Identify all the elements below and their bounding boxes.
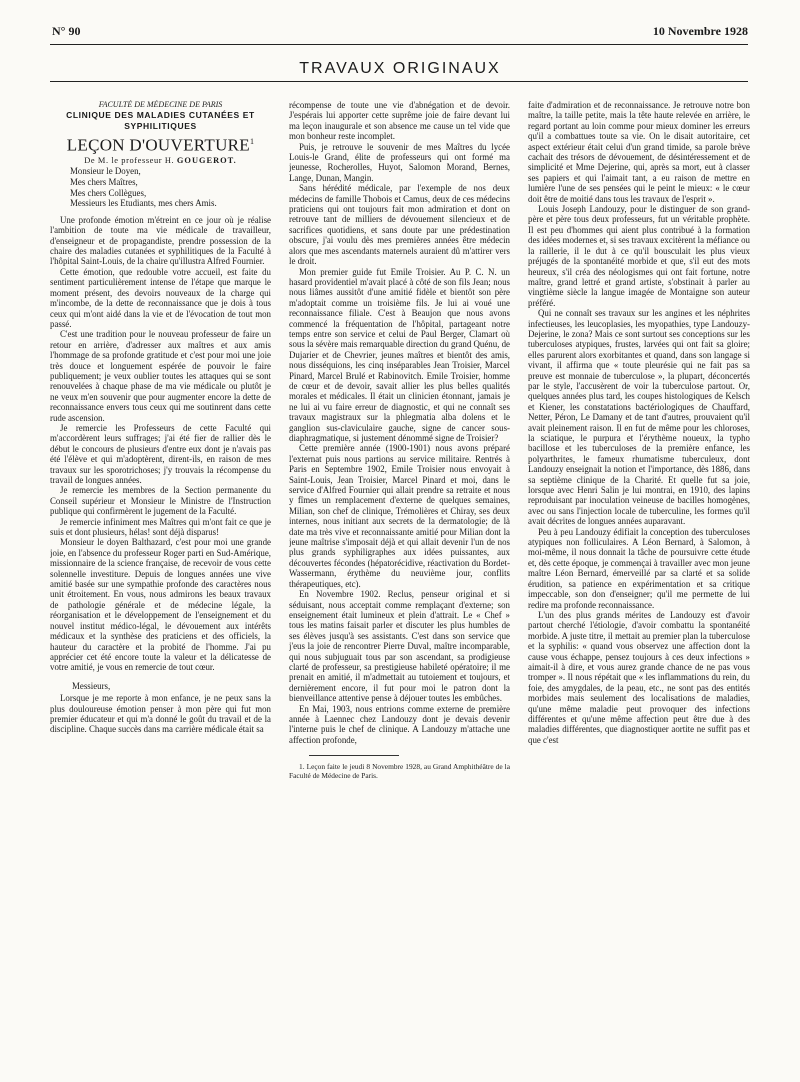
salutation-line: Mes chers Maîtres,: [70, 177, 138, 188]
footnote: 1. Leçon faite le jeudi 8 Novembre 1928, au Grand Amphithéâtre de la Faculté de Médecine de Paris.: [289, 762, 510, 781]
byline: [50, 156, 271, 166]
address-messieurs: Messieurs,: [72, 680, 111, 691]
paragraph: Puis, je retrouve le souvenir de mes Maîtres du lycée Louis-le Grand, élite de professeurs qui ont formé ma jeunesse, Rocherolles, Huyot, Salomon Morand, Bernes, Lange, Dunan, Mangin.: [289, 141, 510, 183]
paragraph: Louis Joseph Landouzy, pour le distinguer de son grand-père et père tous deux professeurs, fut un véritable prophète. Il est peu d'hommes qui aient plus contribué à la formation des idées modernes et, si ses travaux excitèrent la méfiance ou la raillerie, il le dut à ce qu'il bousculait les plus vieux préjugés de la spontanéité morbide et que, s'il eut des mots heureux, s'il créa des néologismes qui ont fait fortune, notre maître, grand lettré et grand artiste, s'obstinait à parler au vingtième siècle la langue imagée de Montaigne son auteur préféré.: [528, 204, 750, 308]
issue-date: 10 Novembre 1928: [652, 24, 748, 38]
paragraph: Sans hérédité médicale, par l'exemple de nos deux médecins de famille Thobois et Camus, deux de ces médecins praticiens qui ont toujours fait mon admiration et dont on retrouve tant de milliers de dévouement silencieux et de sacrifices quotidiens, et sans doute par une prédestination obscure, j'ai voulu dès mes premières années être médecin alors que mes ascendants maternels auraient dû m'attirer vers le droit.: [289, 183, 510, 267]
article-title: [50, 132, 271, 156]
paragraph: C'est une tradition pour le nouveau professeur de faire un retour en arrière, d'adresser aux maîtres et aux amis l'hommage de sa profonde gratitude et c'est pour moi une joie très douce et longuement espérée de pouvoir le faire publiquement; je veux oublier toutes les attaques qui se sont renouvelées à chaque phase de ma vie médicale ou plutôt je ne veux m'en souvenir que pour augmenter encore la dette de reconnaissance envers tous ceux qui me soutinrent dans cette rude ascension.: [50, 329, 271, 423]
column-2: [289, 100, 510, 1038]
paragraph: En Novembre 1902. Reclus, penseur original et si séduisant, nous acceptait comme remplaçant d'externe; son enseignement était lumineux et plein d'attrait. Le « Chef » tous les matins faisait parler et discuter les plus humbles de ses élèves jusqu'à ses assistants. C'est dans son service que j'eus la joie de rencontrer Pierre Duval, maître incomparable, qui nous subjuguait tous par son ascendant, sa prodigieuse clarté de professeur, sa prestigieuse habileté opératoire; il me prenait en amitié, il m'admettait au tutoiement et toujours, et dernièrement encore, il fut pour moi le patron dont la bienveillance attentive pense à déjouer toutes les embûches.: [289, 589, 510, 704]
paragraph: Peu à peu Landouzy édifiait la conception des tuberculoses atypiques non folliculaires. A Léon Bernard, à Salomon, à moi-même, il nous donnait la tâche de poursuivre cette étude et, dès cette époque, je commençai à travailler avec mon jeune maître Léon Bernard, émerveillé par sa clarté et sa solide érudition, sa patience en expérimentation et sa critique impeccable, son don d'enseigner; qu'il me permette de lui redire ma profonde reconnaissance.: [528, 526, 750, 610]
paragraph: L'un des plus grands mérites de Landouzy est d'avoir partout cherché l'étiologie, d'avoir combattu la spontanéité morbide. A juste titre, il mettait au premier plan la tuberculose et la syphilis: « quand vous observez une affection dont la cause vous échappe, pensez toujours à ces deux infections » aimait-il à dire, et vous aurez grande chance de ne pas vous tromper ». Il nous répétait que « les inflammations du rein, du foie, des amygdales, de la peau, etc., ne sont pas des entités morbides mais seulement des localisations de maladies, qu'une même maladie peut provoquer des infections différentes et qu'une même affection peut être due à des maladies différentes, que diagnostiquer aortite ne suffit pas et que c'est: [528, 609, 750, 745]
salutation: [70, 166, 271, 208]
paragraph: Je remercie les Professeurs de cette Faculté qui m'accordèrent leurs suffrages; j'ai été fier de rallier dès le début le concours de plusieurs d'entre eux dont je n'avais pas été l'élève et qui m'adoptèrent, dirent-ils, en raison de mes travaux sur les sporotrichoses; j'y trouvais la récompense du travail de longues années.: [50, 422, 271, 485]
paragraph-continued: faite d'admiration et de reconnaissance. Je retrouve notre bon maître, la taille petite, mais la tête haute relevée en arrière, le regard portant au loin comme pour mieux dominer les erreurs qu'il a combattues toute sa vie. On le disait autoritaire, cet aspect extérieur était celui d'un grand timide, sa parole brève cachait des trésors de dévouement, de désintéressement et de simplicité et Mme Dejerine, qui, après sa mort, eut à classer ses papiers et qui l'aimait tant, a eu raison de mettre en lumière l'une de ses pensées qui le peint le mieux: « le cœur doit être de moitié dans tous les travaux de l'esprit ».: [528, 100, 750, 204]
column-3: [528, 100, 750, 1038]
author-name: GOUGEROT.: [176, 156, 237, 166]
paragraph: Cette première année (1900-1901) nous avons préparé l'externat puis nous partions au service militaire. Rentrés à Paris en Septembre 1902, Emile Troisier nous envoyait à Saint-Louis, Jean Troisier, Marcel Pinard et moi, dans le service d'Alfred Fournier qui allait prendre sa retraite et nous y fîmes un remplacement d'externe de quelques semaines, Milian, son chef de clinique, Trémolières et Chiray, ses deux internes, nous initiant aux secrets de la dermatologie; de là date ma très vive et reconnaissante amitié pour Milian dont la jeune maîtrise s'imposait déjà et qui allait devenir l'un de nos plus grands syphiligraphes aux idées puissantes, aux découvertes fécondes (hépatorécidive, réactivation du Bordet-Wassermann, érythème du neuvième jour, conflits thérapeutiques, etc).: [289, 443, 510, 589]
salutation-line: Monsieur le Doyen,: [70, 166, 141, 177]
section-title: TRAVAUX ORIGINAUX: [299, 60, 501, 77]
salutation-line: Mes chers Collègues,: [70, 187, 147, 198]
salutation-line: Messieurs les Etudiants, mes chers Amis.: [70, 198, 217, 209]
paragraph: Je remercie les membres de la Section permanente du Conseil supérieur et Monsieur le Ministre de l'Instruction publique qui confirmèrent le jugement de la Faculté.: [50, 485, 271, 517]
paragraph: Une profonde émotion m'étreint en ce jour où je réalise l'ambition de toute ma vie médicale de travailleur, d'enseigneur et de propagandiste, prendre possession de la chaire des maladies cutanées et syphilitiques de la Faculté à l'hôpital Saint-Louis, de la chaire qu'illustra Alfred Fournier.: [50, 214, 271, 267]
column-1: [50, 100, 271, 1038]
paragraph: Mon premier guide fut Emile Troisier. Au P. C. N. un hasard providentiel m'avait placé à côté de son fils Jean; nous nous liâmes aussitôt d'une amitié fidèle et bientôt son père m'adoptait comme un troisième fils. Je lui ai voué une reconnaissance filiale. C'est à Beaujon que nous avons commencé la fréquentation de l'hôpital, partageant notre temps entre son service et celui de Paul Berger, Clamart où sous la sévère mais remarquable direction du grand Quénu, de Dujarier et de Chevrier, jeunes maîtres et bientôt des amis, nous disséquions, les cinq inséparables Jean Troisier, Marcel Pinard, Marcel Brulé et Rabinovitch. Emile Troisier, homme de cœur et de devoir, savait allier les plus belles qualités morales et médicales. Il était un clinicien étonnant, jamais je ne lui ai vu faire erreur de diagnostic, et qui ne connaît ses travaux magistraux sur la phlegmatia alba dolens et le ganglion sus-claviculaire gauche, signe de cancer sous-diaphragmatique, si justement dénommé signe de Troisier?: [289, 266, 510, 443]
paragraph: Je remercie infiniment mes Maîtres qui m'ont fait ce que je suis et dont plusieurs, hélas! sont déjà disparus!: [50, 516, 271, 538]
header-rule: [50, 44, 748, 45]
byline-prefix: De M. le professeur H.: [84, 156, 175, 166]
paragraph: Cette émotion, que redouble votre accueil, est faite du sentiment particulièrement intense de l'étape que marque le moment présent, des devoirs nouveaux de la charge qui m'incombe, de la dette de reconnaissance que je dois à tous ceux qui m'ont aidé dans la vie et de l'évocation de tout mon passé.: [50, 266, 271, 329]
section-rule: [50, 81, 748, 82]
article-title-text: LEÇON D'OUVERTURE: [66, 136, 250, 156]
paragraph: Qui ne connaît ses travaux sur les angines et les néphrites infectieuses, les leucoplasies, les myopathies, type Landouzy-Dejerine, le zona? Mais ce sont surtout ses conceptions sur les tuberculoses atypiques, frustes, larvées qui ont fait sa gloire; elles parurent alors exorbitantes et quand, dans son langage si vivant, il affirma que « toute pleurésie qui ne fait pas sa preuve est monnaie de tuberculose », la plupart, déconcertés par le style, l'accusèrent de voir la tuberculose partout. Or, quelques années plus tard, les coupes histologiques de Kelsch et Kiener, les constatations bactériologiques de Chauffard, Netter, Péron, Le Damany et de tant d'autres, prouvaient qu'il avait pleinement raison. Il en fut de même pour les chloroses, la sciatique, le purpura et l'érythème noueux, la typho bacillose et les tuberculoses de la première enfance, les polyarthrites, le fameux rhumatisme tuberculeux, dont Landouzy enseignait la notion et l'importance, dès 1886, dans sa septième clinique de la Charité. Et quelle fut sa joie, lorsque avec Henri Salin je lui montrai, en 1910, des lapins reproduisant par inoculation veineuse de bacilles homogènes, avec ou sans l'injection locale de tuberculine, les formes qu'il avait décrites de longues années auparavant.: [528, 308, 750, 527]
clinic-heading: CLINIQUE DES MALADIES CUTANÉES ET SYPHILITIQUES: [66, 110, 255, 132]
paragraph: En Mai, 1903, nous entrions comme externe de première année à Laennec chez Landouzy dont je devais devenir l'interne puis le chef de clinique. A Landouzy m'attache une affection profonde,: [289, 703, 510, 745]
paragraph: Monsieur le doyen Balthazard, c'est pour moi une grande joie, en l'absence du professeur Roger parti en Sud-Amérique, missionnaire de la science française, de recevoir de vous cette solennelle investiture. Depuis de longues années une vive amitié basée sur une sympathie profonde des caractères nous unit étroitement. En vous, nous admirons les beaux travaux de pathologie générale et de médecine légale, la réorganisation et le développement de l'enseignement et du nouvel institut médico-légal, le dévouement aux intérêts médicaux et la synthèse des praticiens et des officiels, la hauteur du caractère et la probité de l'homme. J'ai pu apprécier cet été encore toute la valeur et la délicatesse de votre amitié, je vous en remercie de tout cœur.: [50, 537, 271, 673]
faculty-heading: FACULTÉ DE MÉDECINE DE PARIS: [98, 100, 223, 109]
paragraph: Lorsque je me reporte à mon enfance, je ne peux sans la plus douloureuse émotion penser à mon père qui fut mon premier éducateur et qui m'a donné le goût du travail et de la discipline. Chaque succès dans ma carrière médicale était sa: [50, 693, 271, 735]
footnote-marker: 1: [249, 137, 255, 147]
footnote-rule: [309, 755, 399, 756]
paragraph-continued: récompense de toute une vie d'abnégation et de devoir. J'espérais lui apporter cette suprême joie de faire devant lui ma leçon inaugurale et son absence me cause un tel vide que mon bonheur reste incomplet.: [289, 100, 510, 142]
issue-number: N° 90: [52, 24, 81, 38]
